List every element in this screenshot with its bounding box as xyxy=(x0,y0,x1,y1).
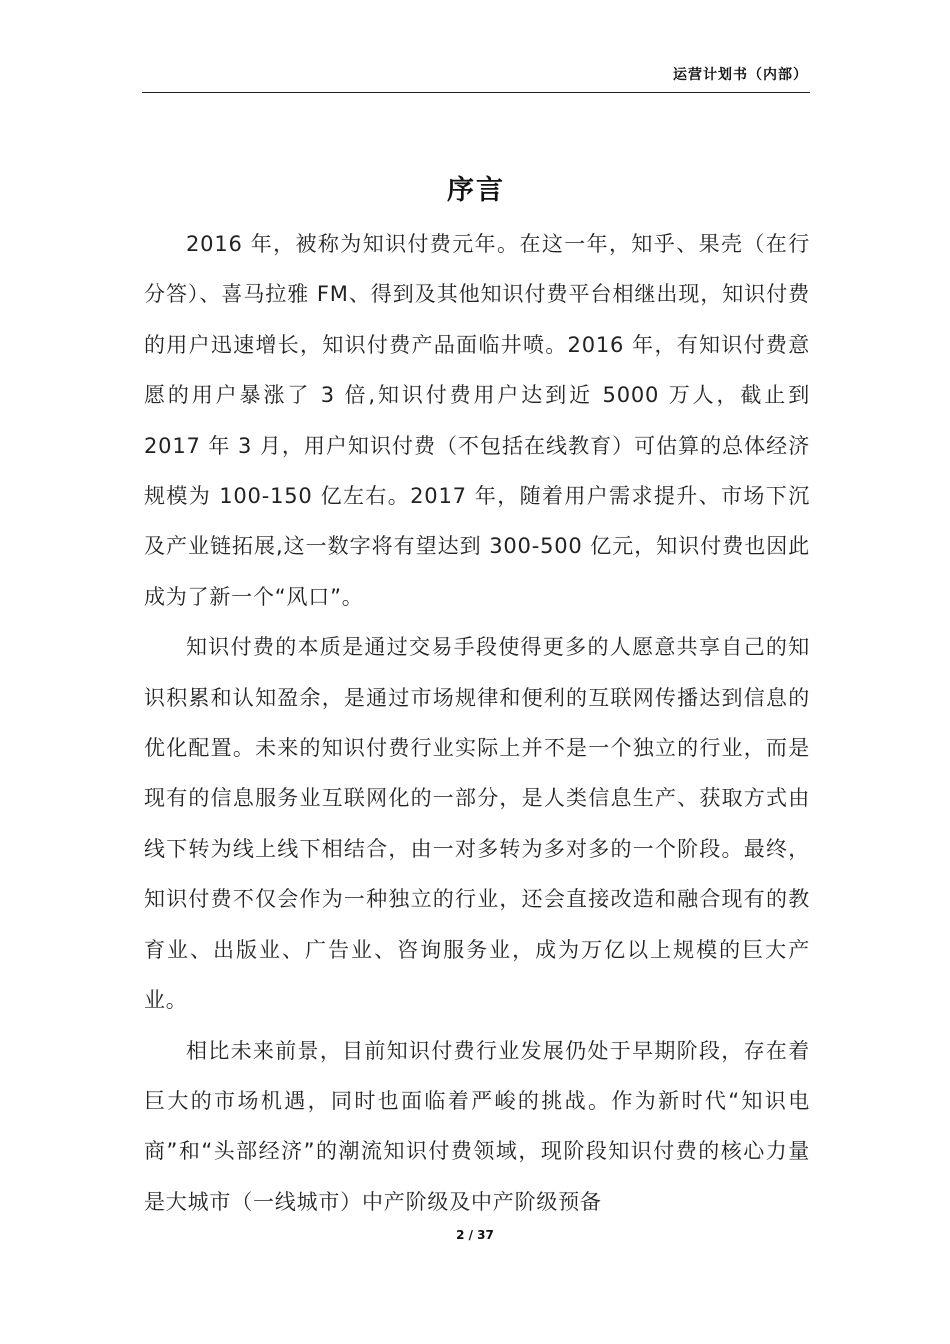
paragraph: 知识付费的本质是通过交易手段使得更多的人愿意共享自己的知识积累和认知盈余，是通过市场规律和便利的互联网传播达到信息的优化配置。未来的知识付费行业实际上并不是一个独立的行业，而是现有的信息服务业互联网化的一部分，是人类信息生产、获取方式由线下转为线上线下相结合，由一对多转为多对多的一个阶段。最终，知识付费不仅会作为一种独立的行业，还会直接改造和融合现有的教育业、出版业、广告业、咨询服务业，成为万亿以上规模的巨大产业。 xyxy=(144,635,810,1013)
section-title: 序言 xyxy=(447,175,505,206)
body-text xyxy=(144,219,810,1227)
paragraph: 2016 年，被称为知识付费元年。在这一年，知乎、果壳（在行分答）、喜马拉雅 FM、得到及其他知识付费平台相继出现，知识付费的用户迅速增长，知识付费产品面临井喷。2016 年，有知识付费意愿的用户暴涨了 3 倍,知识付费用户达到近 5000 万人，截止到 2017 年 3 月，用户知识付费（不包括在线教育）可估算的总体经济规模为 100-150 亿左右。2017 年，随着用户需求提升、市场下沉及产业链拓展,这一数字将有望达到 300-500 亿元，知识付费也因此成为了新一个“风口”。 xyxy=(144,232,810,609)
running-header: 运营计划书（内部） xyxy=(673,67,808,83)
page-number: 2 / 37 xyxy=(456,1228,494,1242)
paragraph: 相比未来前景，目前知识付费行业发展仍处于早期阶段，存在着巨大的市场机遇，同时也面临着严峻的挑战。作为新时代“知识电商”和“头部经济”的潮流知识付费领域，现阶段知识付费的核心力量是大城市（一线城市）中产阶级及中产阶级预备 xyxy=(144,1038,810,1214)
header-divider xyxy=(142,92,810,93)
